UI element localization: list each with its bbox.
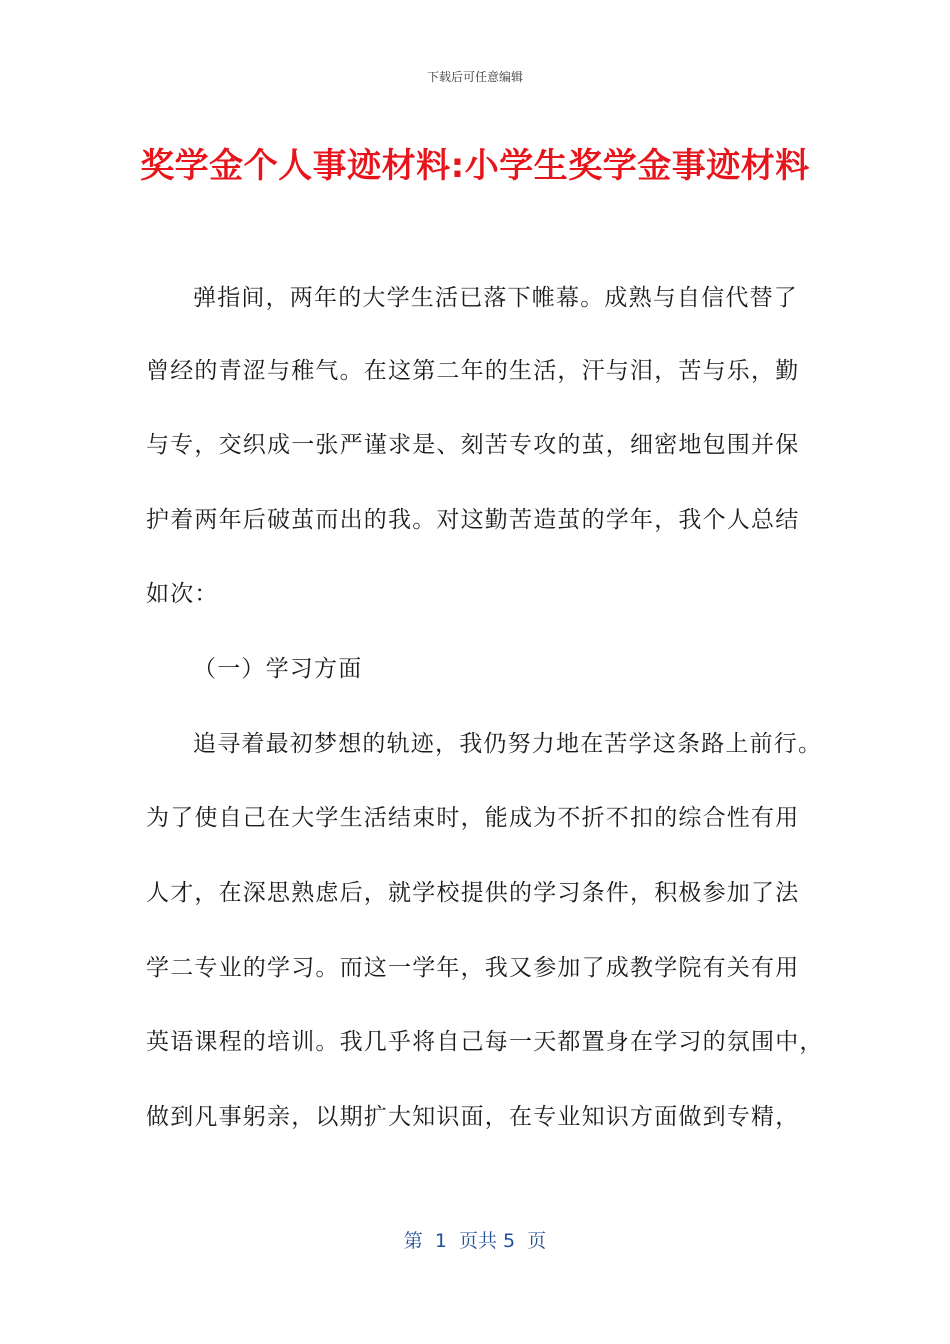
page-number-footer: 第 1 页共 5 页 bbox=[403, 1230, 547, 1252]
body-line: 护着两年后破茧而出的我。对这勤苦造茧的学年，我个人总结 bbox=[146, 507, 800, 533]
body-line: 如次： bbox=[146, 581, 219, 607]
body-line: 与专，交织成一张严谨求是、刻苦专攻的茧，细密地包围并保 bbox=[146, 432, 800, 458]
body-line: 曾经的青涩与稚气。在这第二年的生活，汗与泪，苦与乐，勤 bbox=[146, 358, 800, 384]
body-line: 弹指间，两年的大学生活已落下帷幕。成熟与自信代替了 bbox=[193, 285, 798, 311]
body-line: 人才，在深思熟虑后，就学校提供的学习条件，积极参加了法 bbox=[146, 880, 800, 906]
document-title: 奖学金个人事迹材料:小学生奖学金事迹材料 bbox=[140, 146, 810, 186]
header-note: 下载后可任意编辑 bbox=[426, 70, 523, 84]
body-line: 做到凡事躬亲，以期扩大知识面，在专业知识方面做到专精， bbox=[146, 1104, 800, 1130]
body-line: 为了使自己在大学生活结束时，能成为不折不扣的综合性有用 bbox=[146, 805, 800, 831]
body-line: 学二专业的学习。而这一学年，我又参加了成教学院有关有用 bbox=[146, 955, 800, 981]
section-heading: （一）学习方面 bbox=[193, 656, 363, 682]
body-line: 英语课程的培训。我几乎将自己每一天都置身在学习的氛围中， bbox=[146, 1029, 824, 1055]
body-line: 追寻着最初梦想的轨迹，我仍努力地在苦学这条路上前行。 bbox=[193, 731, 823, 757]
